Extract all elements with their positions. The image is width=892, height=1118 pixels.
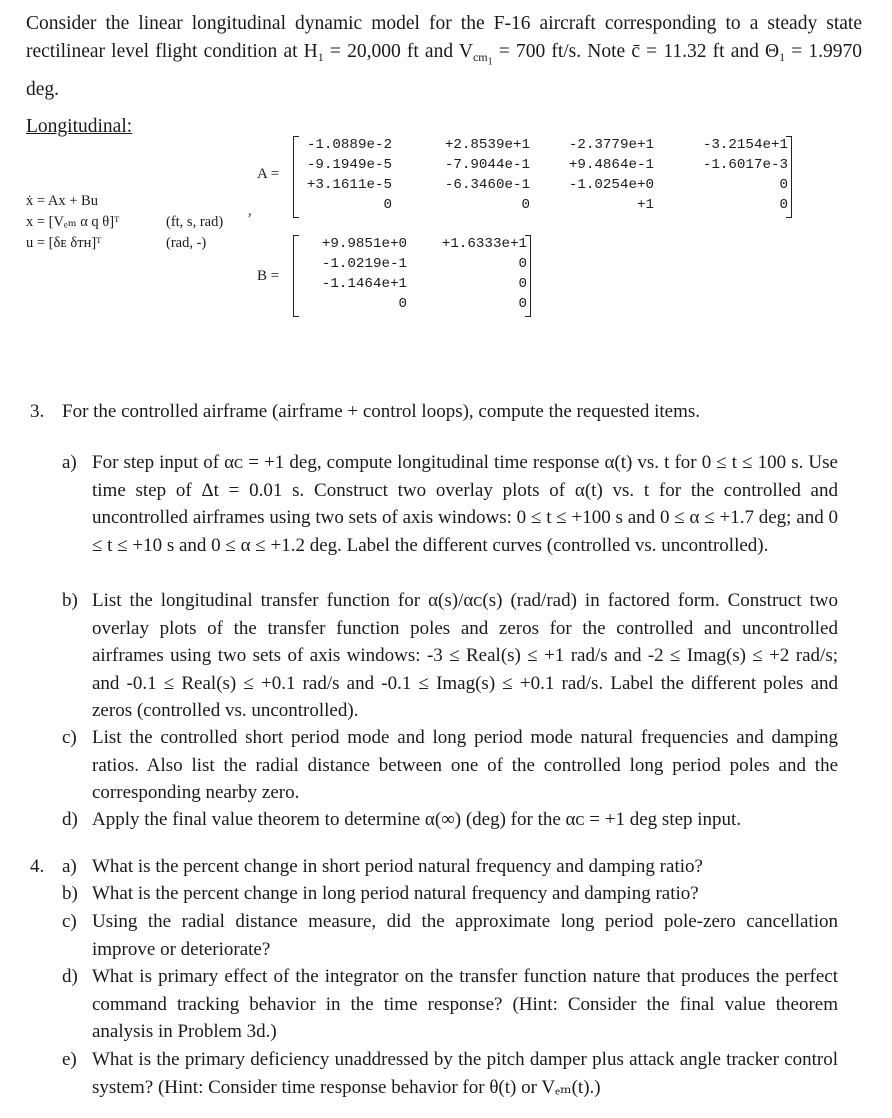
item-label: a) [62, 856, 77, 877]
intro-text: Consider the linear longitudinal dynamic model for the F-16 aircraft corresponding to a steady state rectilinear level flight condition at H [26, 13, 862, 62]
matrix-cell: -1.0254e+0 [568, 177, 654, 193]
matrix-a-label: A = [257, 166, 280, 182]
item-label: c) [62, 911, 77, 932]
question-3-text: For the controlled airframe (airframe + control loops), compute the requested items. [62, 401, 701, 422]
item-text: What is the percent change in short period natural frequency and damping ratio? [92, 856, 703, 877]
item-label: d) [62, 966, 78, 987]
item-label: a) [62, 452, 77, 473]
matrix-cell: -1.0219e-1 [321, 256, 407, 272]
intro-text: = 1.9970 deg. [26, 41, 863, 101]
item-text: For step input of αᴄ = +1 deg, compute longitudinal time response α(t) vs. t for 0 ≤ t ≤ 100 s. Use time step of Δt = 0.01 s. Construct two overlay plots of α(t) vs. t for the controlled and uncontrolled airframes using two sets of axis windows: 0 ≤ t ≤ +100 s and 0 ≤ α ≤ +1.7 deg; and 0 ≤ t ≤ +10 s and 0 ≤ α ≤ +1.2 deg. Label the different curves (controlled vs. uncontrolled). [92, 452, 838, 556]
matrix-cell: 0 [518, 276, 527, 292]
item-label: d) [62, 809, 78, 830]
item-text: What is primary effect of the integrator on the transfer function nature that produces the perfect command tracking behavior in the time response? (Hint: Consider the final value theorem analysis in Problem 3d.) [92, 966, 838, 1042]
state-equation: ẋ = Ax + Bu [26, 193, 98, 209]
item-text: What is the percent change in long period natural frequency and damping ratio? [92, 883, 699, 904]
item-label: b) [62, 590, 78, 611]
intro-subscript: 1 [779, 50, 786, 64]
matrix-cell: +1.6333e+1 [441, 236, 527, 252]
q4-item-b [62, 880, 838, 908]
intro-text: = 20,000 ft and V [323, 41, 473, 62]
item-text: Using the radial distance measure, did the approximate long period pole-zero cancellation improve or deteriorate? [92, 911, 838, 960]
q3-item-c [62, 724, 838, 807]
q3-item-b [62, 587, 838, 725]
intro-subscript-1: 1 [487, 56, 493, 68]
matrix-cell: +9.4864e-1 [568, 157, 654, 173]
input-vector: u = [δᴇ δᴛʜ]ᵀ [26, 235, 102, 251]
matrix-a [293, 136, 792, 218]
equation-comma: , [248, 203, 252, 219]
item-text: List the longitudinal transfer function for α(s)/αᴄ(s) (rad/rad) in factored form. Construct two overlay plots of the transfer function poles and zeros for the controlled and uncontrolled airframes using two sets of axis windows: -3 ≤ Real(s) ≤ +1 rad/s and -2 ≤ Imag(s) ≤ +2 rad/s; and -0.1 ≤ Real(s) ≤ +0.1 rad/s and -0.1 ≤ Imag(s) ≤ +0.1 rad/s. Label the different poles and zeros (controlled vs. uncontrolled). [92, 590, 838, 721]
matrix-left-bracket [293, 235, 299, 317]
matrix-cell: -1.1464e+1 [321, 276, 407, 292]
item-text: What is the primary deficiency unaddressed by the pitch damper plus attack angle tracker control system? (Hint: Consider time response behavior for θ(t) or Vₑₘ(t).) [92, 1049, 838, 1098]
matrix-cell: -7.9044e-1 [444, 157, 530, 173]
intro-text: = 700 ft/s. Note c̄ = 11.32 ft and Θ [492, 41, 780, 62]
matrix-cell: -3.2154e+1 [702, 137, 788, 153]
intro-subscript [472, 50, 493, 68]
state-vector-definition [26, 212, 224, 233]
matrix-cell: 0 [383, 197, 392, 213]
item-text: Apply the final value theorem to determine α(∞) (deg) for the αᴄ = +1 deg step input. [92, 809, 742, 830]
matrix-cell: 0 [521, 197, 530, 213]
item-label: b) [62, 883, 78, 904]
matrix-cell: +2.8539e+1 [444, 137, 530, 153]
matrix-cell: 0 [779, 197, 788, 213]
state-equations [26, 191, 252, 254]
intro-subscript: 1 [317, 50, 324, 64]
item-label: e) [62, 1049, 77, 1070]
matrix-b-label: B = [257, 268, 280, 284]
matrix-left-bracket [293, 136, 299, 218]
matrix-cell: 0 [398, 296, 407, 312]
intro-subscript-cm: cm [472, 50, 488, 64]
item-text: List the controlled short period mode and long period mode natural frequencies and damping ratios. Also list the radial distance between one of the controlled long period poles and the corresponding nearby zero. [92, 727, 838, 803]
matrix-cell: 0 [779, 177, 788, 193]
matrix-cell: +3.1611e-5 [306, 177, 392, 193]
q4-item-a [62, 853, 838, 881]
section-heading-longitudinal: Longitudinal: [26, 116, 133, 137]
q4-item-e [62, 1046, 838, 1101]
q3-item-a [62, 449, 838, 559]
state-vector: x = [Vₑₘ α q θ]ᵀ [26, 214, 120, 230]
matrix-b [293, 235, 531, 317]
item-label: c) [62, 727, 77, 748]
q4-item-d [62, 963, 838, 1046]
matrix-cell: 0 [518, 296, 527, 312]
problem-intro [26, 10, 862, 104]
matrix-cell: -2.3779e+1 [568, 137, 654, 153]
question-4-number: 4. [30, 856, 45, 877]
question-3-number: 3. [30, 401, 45, 422]
input-vector-units: (rad, -) [166, 235, 207, 251]
input-vector-definition [26, 233, 207, 254]
matrix-cell: -6.3460e-1 [444, 177, 530, 193]
q4-item-c [62, 908, 838, 963]
state-vector-units: (ft, s, rad) [166, 214, 224, 230]
matrix-cell: -1.0889e-2 [306, 137, 392, 153]
matrix-cell: +9.9851e+0 [321, 236, 407, 252]
q3-item-d [62, 806, 838, 834]
matrix-cell: +1 [636, 197, 654, 213]
matrix-cell: 0 [518, 256, 527, 272]
matrix-cell: -1.6017e-3 [702, 157, 788, 173]
matrix-cell: -9.1949e-5 [306, 157, 392, 173]
